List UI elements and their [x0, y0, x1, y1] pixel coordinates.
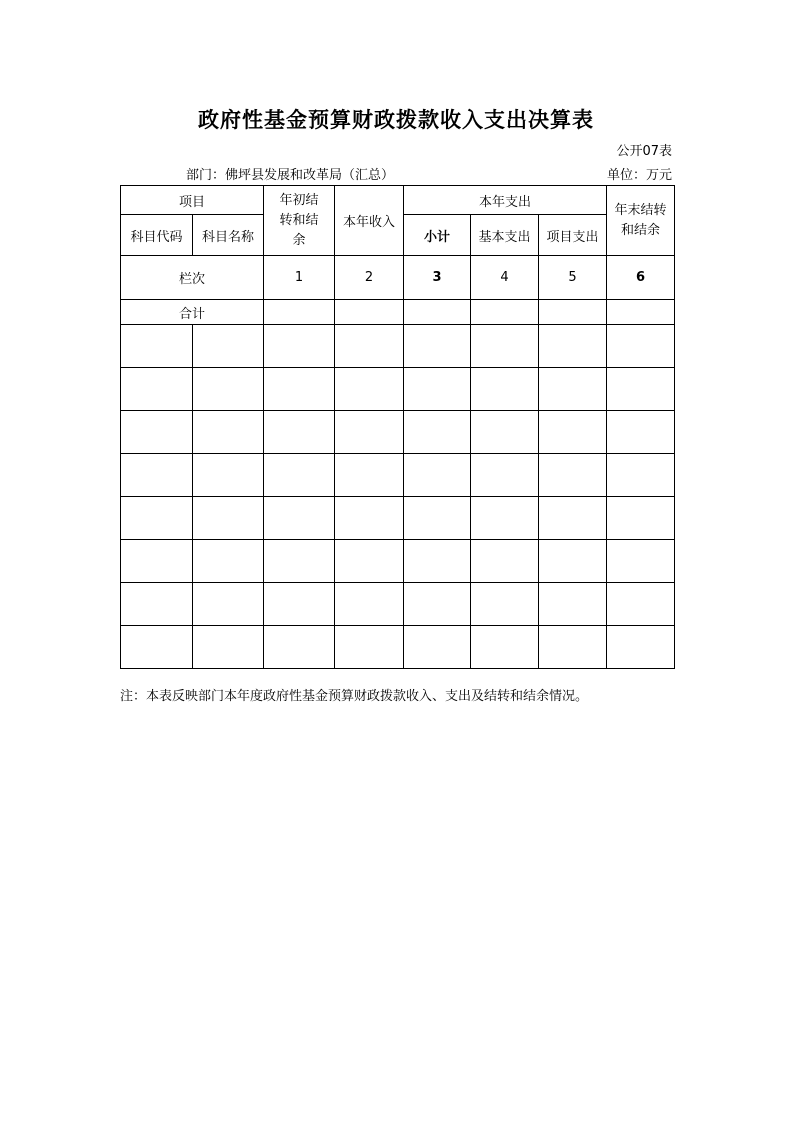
table-row: [121, 454, 675, 497]
table-cell: [471, 325, 539, 368]
table-row: [121, 325, 675, 368]
table-cell: [539, 540, 607, 583]
table-row: [121, 497, 675, 540]
table-cell: [121, 497, 193, 540]
table-cell: [404, 540, 471, 583]
table-cell: [193, 411, 264, 454]
table-cell: [404, 626, 471, 669]
column-number: 2: [335, 256, 404, 300]
table-row: [121, 540, 675, 583]
table-cell: [539, 368, 607, 411]
table-cell: [471, 454, 539, 497]
table-cell: [539, 583, 607, 626]
table-cell: [335, 497, 404, 540]
table-cell: [264, 583, 335, 626]
table-cell: [193, 368, 264, 411]
table-row: [121, 368, 675, 411]
table-cell: [264, 411, 335, 454]
header-row-1: [121, 186, 675, 215]
column-number: 1: [264, 256, 335, 300]
column-index-row: [121, 256, 675, 300]
table-cell: [539, 325, 607, 368]
header-subject-code: 科目代码: [121, 215, 193, 256]
table-cell: [607, 626, 675, 669]
table-cell: [193, 626, 264, 669]
column-index-label: 栏次: [121, 256, 264, 300]
header-opening-balance: [264, 186, 335, 256]
table-cell: [335, 325, 404, 368]
footnote: 注：本表反映部门本年度政府性基金预算财政拨款收入、支出及结转和结余情况。: [120, 689, 589, 704]
table-cell: [121, 583, 193, 626]
table-cell: [264, 454, 335, 497]
header-current-income: 本年收入: [335, 186, 404, 256]
table-cell: [539, 497, 607, 540]
table-cell: [264, 626, 335, 669]
table-cell: [193, 583, 264, 626]
table-cell: [404, 368, 471, 411]
table-cell: [121, 325, 193, 368]
table-cell: [607, 325, 675, 368]
total-label: 合计: [121, 300, 264, 325]
table-cell: [539, 454, 607, 497]
table-cell: [471, 540, 539, 583]
form-number: 公开07表: [616, 144, 672, 159]
table-cell: [607, 583, 675, 626]
table-cell: [404, 454, 471, 497]
header-closing-balance: [607, 186, 675, 256]
table-cell: [264, 540, 335, 583]
table-cell: [539, 300, 607, 325]
table-cell: [335, 300, 404, 325]
table-cell: [121, 454, 193, 497]
header-opening-balance-text: 年初结转和结余: [279, 192, 319, 248]
unit-label: 单位：万元: [606, 168, 672, 183]
table-cell: [335, 454, 404, 497]
table-cell: [335, 540, 404, 583]
table-cell: [471, 583, 539, 626]
table-row: [121, 411, 675, 454]
table-row: [121, 626, 675, 669]
budget-table: [120, 185, 675, 669]
table-cell: [404, 300, 471, 325]
table-cell: [264, 497, 335, 540]
table-cell: [539, 626, 607, 669]
table-cell: [539, 411, 607, 454]
table-cell: [193, 540, 264, 583]
table-cell: [193, 497, 264, 540]
table-cell: [335, 626, 404, 669]
column-number: 4: [471, 256, 539, 300]
department-label: 部门：佛坪县发展和改革局（汇总）: [186, 168, 395, 183]
table-cell: [404, 583, 471, 626]
header-subtotal: 小计: [404, 215, 471, 256]
table-cell: [404, 325, 471, 368]
header-basic-expense: 基本支出: [471, 215, 539, 256]
total-row: [121, 300, 675, 325]
header-project-expense: 项目支出: [539, 215, 607, 256]
table-cell: [404, 497, 471, 540]
table-cell: [471, 626, 539, 669]
table-cell: [121, 368, 193, 411]
table-cell: [607, 300, 675, 325]
table-cell: [471, 497, 539, 540]
table-cell: [264, 325, 335, 368]
table-cell: [335, 411, 404, 454]
header-subject-name: 科目名称: [193, 215, 264, 256]
table-cell: [607, 497, 675, 540]
table-cell: [471, 300, 539, 325]
table-cell: [121, 626, 193, 669]
table-cell: [607, 540, 675, 583]
table-cell: [471, 411, 539, 454]
header-closing-balance-text: 年末结转和结余: [614, 202, 667, 238]
header-current-expense: 本年支出: [404, 186, 607, 215]
column-number: 5: [539, 256, 607, 300]
column-number: 6: [607, 256, 675, 300]
table-cell: [607, 368, 675, 411]
table-cell: [121, 411, 193, 454]
header-item: 项目: [121, 186, 264, 215]
report-title: 政府性基金预算财政拨款收入支出决算表: [198, 108, 594, 132]
table-cell: [264, 368, 335, 411]
table-row: [121, 583, 675, 626]
table-cell: [471, 368, 539, 411]
table-cell: [121, 540, 193, 583]
table-cell: [607, 454, 675, 497]
table-cell: [607, 411, 675, 454]
table-cell: [193, 454, 264, 497]
table-cell: [264, 300, 335, 325]
table-cell: [335, 583, 404, 626]
table-cell: [404, 411, 471, 454]
table-cell: [335, 368, 404, 411]
table-cell: [193, 325, 264, 368]
column-number: 3: [404, 256, 471, 300]
